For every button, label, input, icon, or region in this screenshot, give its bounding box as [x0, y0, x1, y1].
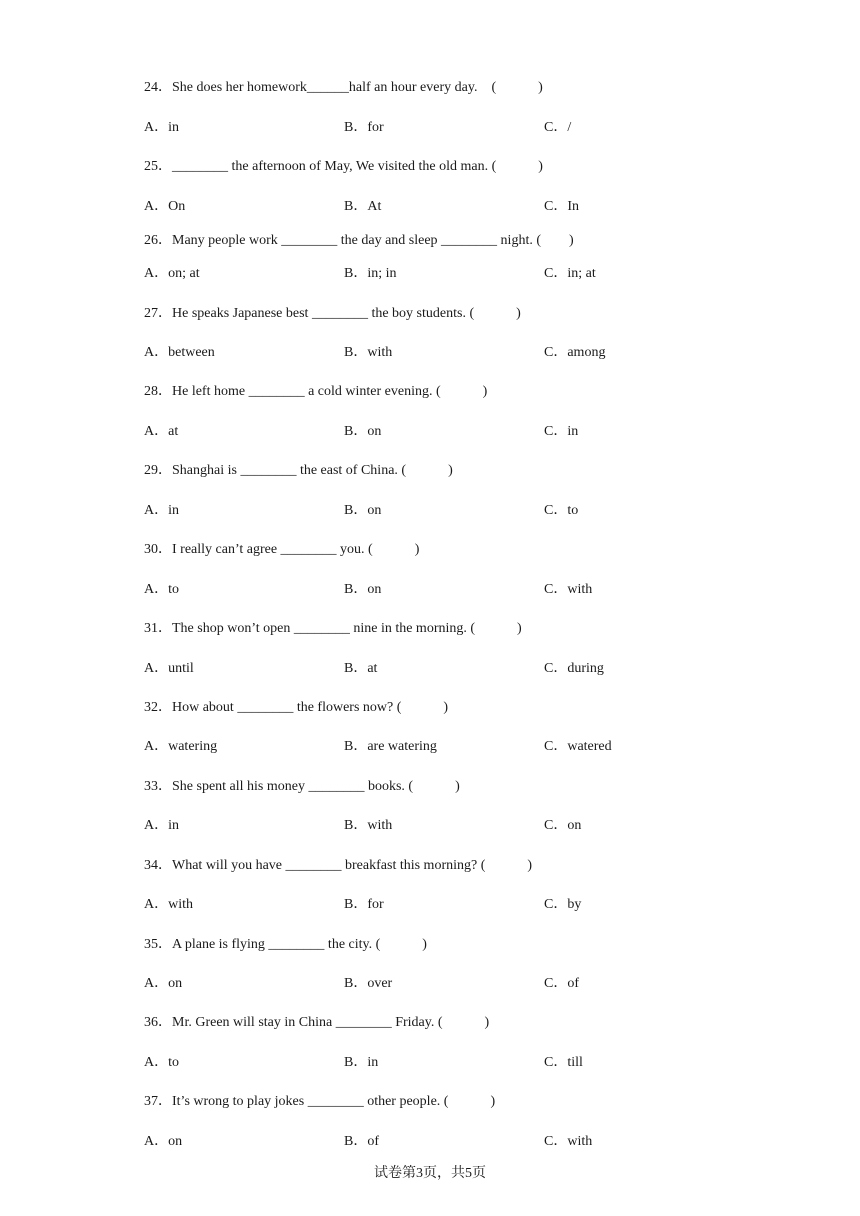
- question-24: 24．She does her homework______half an hour every day. ( ): [144, 80, 543, 95]
- question-30-option-b: B．on: [344, 582, 382, 597]
- question-29-option-b: B．on: [344, 503, 382, 518]
- question-27: 27．He speaks Japanese best ________ the boy students. ( ): [144, 306, 521, 321]
- question-24-option-a: A．in: [144, 120, 179, 135]
- question-25: 25．________ the afternoon of May, We visited the old man. ( ): [144, 159, 543, 174]
- question-33-option-c: C．on: [544, 818, 582, 833]
- question-36: 36．Mr. Green will stay in China ________ Friday. ( ): [144, 1015, 490, 1030]
- question-25-option-c: C．In: [544, 199, 579, 214]
- question-26-option-b: B．in; in: [344, 266, 397, 281]
- question-29: 29．Shanghai is ________ the east of China. ( ): [144, 463, 453, 478]
- question-30: 30．I really can’t agree ________ you. ( ): [144, 542, 420, 557]
- question-31-option-b: B．at: [344, 661, 378, 676]
- question-26-option-c: C．in; at: [544, 266, 596, 281]
- question-28-option-c: C．in: [544, 424, 579, 439]
- question-25-option-b: B．At: [344, 199, 382, 214]
- question-30-option-c: C．with: [544, 582, 593, 597]
- question-24-option-c: C．/: [544, 120, 572, 135]
- question-25-option-a: A．On: [144, 199, 186, 214]
- question-35-option-b: B．over: [344, 976, 393, 991]
- question-37-option-b: B．of: [344, 1134, 379, 1149]
- question-28-option-b: B．on: [344, 424, 382, 439]
- question-27-option-b: B．with: [344, 345, 393, 360]
- question-32-option-b: B．are watering: [344, 739, 437, 754]
- question-37: 37．It’s wrong to play jokes ________ other people. ( ): [144, 1094, 496, 1109]
- question-32: 32．How about ________ the flowers now? ( ): [144, 700, 449, 715]
- question-29-option-c: C．to: [544, 503, 579, 518]
- question-34: 34．What will you have ________ breakfast this morning? ( ): [144, 858, 533, 873]
- question-29-option-a: A．in: [144, 503, 179, 518]
- question-33: 33．She spent all his money ________ books. ( ): [144, 779, 460, 794]
- question-36-option-a: A．to: [144, 1055, 179, 1070]
- question-27-option-a: A．between: [144, 345, 215, 360]
- question-36-option-b: B．in: [344, 1055, 379, 1070]
- question-28-option-a: A．at: [144, 424, 179, 439]
- question-30-option-a: A．to: [144, 582, 179, 597]
- question-26-option-a: A．on; at: [144, 266, 200, 281]
- question-32-option-c: C．watered: [544, 739, 612, 754]
- page-footer: 试卷第3页，共5页: [374, 1166, 486, 1181]
- question-28: 28．He left home ________ a cold winter evening. ( ): [144, 384, 488, 399]
- question-36-option-c: C．till: [544, 1055, 583, 1070]
- question-34-option-b: B．for: [344, 897, 384, 912]
- question-26: 26．Many people work ________ the day and sleep ________ night. ( ): [144, 233, 574, 248]
- question-33-option-a: A．in: [144, 818, 179, 833]
- question-32-option-a: A．watering: [144, 739, 218, 754]
- question-27-option-c: C．among: [544, 345, 606, 360]
- question-35-option-a: A．on: [144, 976, 183, 991]
- question-35: 35．A plane is flying ________ the city. ( ): [144, 937, 427, 952]
- question-31-option-c: C．during: [544, 661, 604, 676]
- question-24-option-b: B．for: [344, 120, 384, 135]
- question-34-option-a: A．with: [144, 897, 193, 912]
- question-31-option-a: A．until: [144, 661, 194, 676]
- question-37-option-a: A．on: [144, 1134, 183, 1149]
- question-35-option-c: C．of: [544, 976, 579, 991]
- question-31: 31．The shop won’t open ________ nine in the morning. ( ): [144, 621, 522, 636]
- question-37-option-c: C．with: [544, 1134, 593, 1149]
- question-33-option-b: B．with: [344, 818, 393, 833]
- question-34-option-c: C．by: [544, 897, 582, 912]
